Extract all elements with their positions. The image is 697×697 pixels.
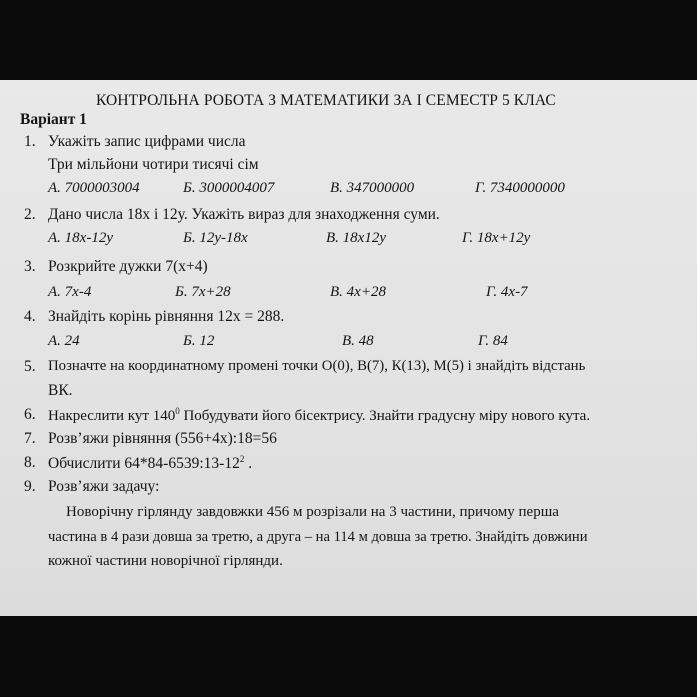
document-title: КОНТРОЛЬНА РОБОТА З МАТЕМАТИКИ ЗА І СЕМЕСТР 5 КЛАС	[96, 92, 556, 109]
answer-option-b: Б. 12	[183, 333, 215, 349]
question-text: Розв’яжи задачу:	[48, 478, 160, 495]
question-text: Укажіть запис цифрами числа	[48, 133, 246, 150]
question-text-line-2: ВК.	[48, 382, 73, 399]
question-text: Обчислити $64*84-6539:13-12^2$ .	[48, 454, 253, 473]
answer-option-d: Г. 18х+12у	[462, 230, 531, 246]
problem-paragraph-line-2: частина в 4 рази довша за третю, а друга – на 114 м довша за третю. Знайдіть довжини	[48, 529, 588, 545]
question-number: 6.	[24, 406, 36, 423]
question-number: 4.	[24, 308, 36, 325]
problem-paragraph-line-3: кожної частини новорічної гірлянди.	[48, 553, 283, 569]
question-text: Розкрийте дужки 7(х+4)	[48, 258, 208, 275]
answer-option-b: Б. 7х+28	[175, 284, 231, 300]
answer-option-a: А. 24	[48, 333, 80, 349]
answer-option-a: А. 7000003004	[48, 180, 140, 196]
answer-option-c: В. 48	[342, 333, 374, 349]
exponent-superscript: 2	[239, 454, 245, 464]
answer-option-c: В. 4х+28	[330, 284, 386, 300]
answer-option-a: А. 18х-12у	[48, 230, 113, 246]
answer-option-a: А. 7х-4	[48, 284, 92, 300]
answer-option-c: В. 347000000	[330, 180, 415, 196]
problem-paragraph-line-1: Новорічну гірлянду завдовжки 456 м розрізали на 3 частини, причому перша	[66, 504, 559, 520]
question-text: Знайдіть корінь рівняння 12x = 288.	[48, 308, 285, 325]
question-text-line-2: Три мільйони чотири тисячі сім	[48, 156, 259, 173]
question-text: Накреслити кут $140^0$ Побудувати його бісектрису. Знайти градусну міру нового кута.	[48, 406, 591, 424]
question-text: Дано числа 18х і 12у. Укажіть вираз для знаходження суми.	[48, 206, 440, 223]
question-number: 7.	[24, 430, 36, 447]
question-number: 8.	[24, 454, 36, 471]
question-text: Позначте на координатному промені точки О(0), В(7), К(13), М(5) і знайдіть відстань	[48, 358, 586, 374]
question-number: 1.	[24, 133, 36, 150]
answer-option-b: Б. 12у-18х	[183, 230, 248, 246]
question-number: 3.	[24, 258, 36, 275]
answer-option-d: Г. 4х-7	[486, 284, 528, 300]
answer-option-b: Б. 3000004007	[183, 180, 275, 196]
answer-option-d: Г. 84	[478, 333, 508, 349]
answer-option-d: Г. 7340000000	[475, 180, 565, 196]
answer-option-c: В. 18х12у	[326, 230, 386, 246]
variant-heading: Варіант 1	[20, 111, 87, 128]
degree-superscript: 0	[175, 406, 180, 416]
question-number: 5.	[24, 358, 36, 375]
question-number: 9.	[24, 478, 36, 495]
question-text: Розв’яжи рівняння (556+4х):18=56	[48, 430, 277, 447]
question-number: 2.	[24, 206, 36, 223]
